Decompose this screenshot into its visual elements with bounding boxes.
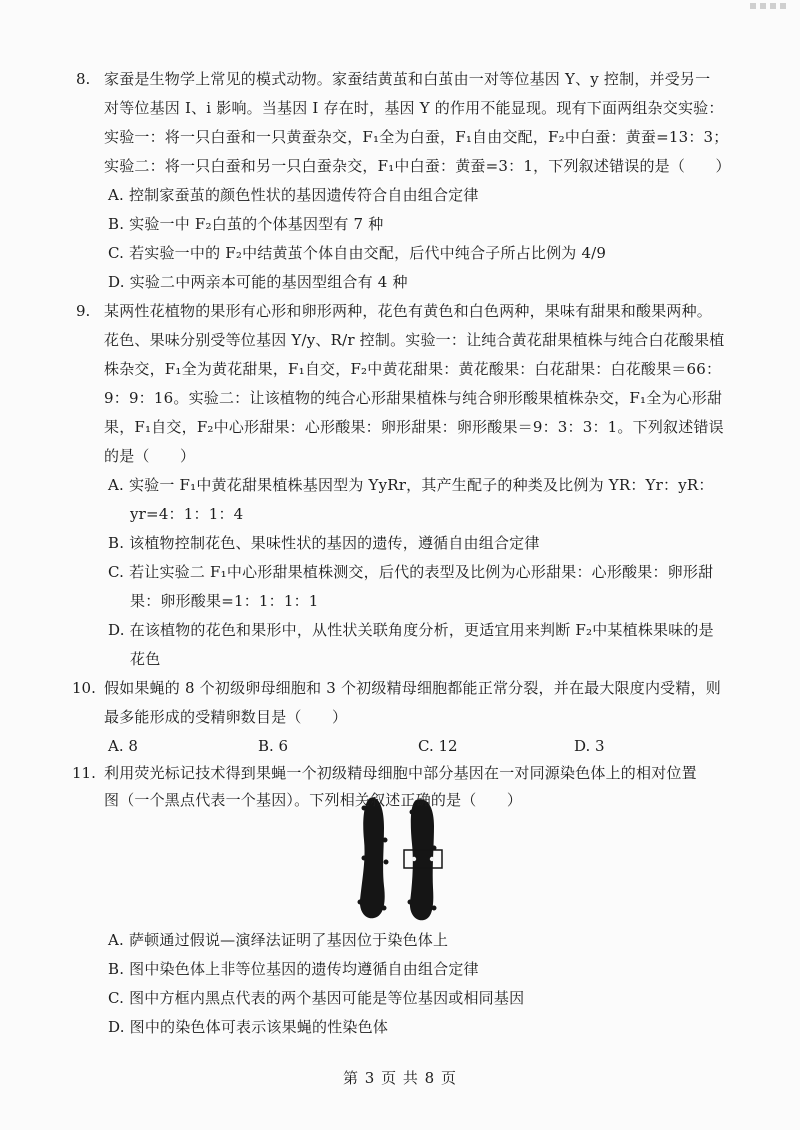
gene-dot <box>430 857 434 861</box>
question-text-line: 的是（ ） <box>104 447 196 465</box>
question-text-line: 家蚕是生物学上常见的模式动物。家蚕结黄茧和白茧由一对等位基因 Y、y 控制，并受另一 <box>104 70 711 88</box>
option-d-continued: 花色 <box>130 650 161 668</box>
gene-dot <box>410 810 415 815</box>
gene-dot <box>432 906 437 911</box>
question-text-line: 9：9：16。实验二：让该植物的纯合心形甜果植株与纯合卵形酸果植株杂交，F₁全为心形甜 <box>104 389 723 407</box>
option-a: A. 控制家蚕茧的颜色性状的基因遗传符合自由组合定律 <box>108 186 479 204</box>
option-b: B. 该植物控制花色、果味性状的基因的遗传，遵循自由组合定律 <box>108 534 540 552</box>
question-number: 11. <box>72 764 96 782</box>
gene-dot <box>382 906 387 911</box>
option-c: C. 若让实验二 F₁中心形甜果植株测交，后代的表型及比例为心形甜果：心形酸果：卵形甜 <box>108 563 714 581</box>
question-text-line: 某两性花植物的果形有心形和卵形两种，花色有黄色和白色两种，果味有甜果和酸果两种。 <box>104 302 713 320</box>
option-a: A. 萨顿通过假说—演绎法证明了基因位于染色体上 <box>108 931 449 949</box>
question-text-line: 株杂交，F₁全为黄花甜果，F₁自交，F₂中黄花甜果：黄花酸果：白花甜果：白花酸果＝66： <box>104 360 722 378</box>
question-text-line: 最多能形成的受精卵数目是（ ） <box>104 708 348 726</box>
question-number: 10. <box>72 679 96 697</box>
gene-dot <box>412 857 416 861</box>
question-text-line: 图（一个黑点代表一个基因）。下列相关叙述正确的是（ ） <box>104 791 523 809</box>
gene-dot <box>383 838 388 843</box>
corner-mark-icon <box>748 0 788 14</box>
question-number: 8. <box>76 70 91 88</box>
question-text-line: 实验一：将一只白蚕和一只黄蚕杂交，F₁全为白蚕，F₁自由交配，F₂中白蚕：黄蚕=13：3； <box>104 128 729 146</box>
option-a-continued: yr=4：1：1：4 <box>130 505 244 523</box>
gene-dot <box>362 856 367 861</box>
question-number: 9. <box>76 302 91 320</box>
option-a: A. 8 <box>108 737 138 755</box>
question-text-line: 实验二：将一只白蚕和另一只白蚕杂交，F₁中白蚕：黄蚕=3：1，下列叙述错误的是（ ） <box>104 157 731 175</box>
question-text-line: 果，F₁自交，F₂中心形甜果：心形酸果：卵形甜果：卵形酸果＝9：3：3：1。下列叙述错误 <box>104 418 724 436</box>
gene-dot <box>408 900 413 905</box>
option-b: B. 6 <box>258 737 289 755</box>
option-a: A. 实验一 F₁中黄花甜果植株基因型为 YyRr，其产生配子的种类及比例为 YR：Yr：yR： <box>108 476 714 494</box>
gene-dot <box>358 900 363 905</box>
question-text-line: 花色、果味分别受等位基因 Y/y、R/r 控制。实验一：让纯合黄花甜果植株与纯合白花酸果植 <box>104 331 725 349</box>
option-c: C. 12 <box>418 737 458 755</box>
page-footer: 第 3 页 共 8 页 <box>343 1069 457 1087</box>
option-c-continued: 果：卵形酸果=1：1：1：1 <box>130 592 319 610</box>
option-d: D. 在该植物的花色和果形中，从性状关联角度分析，更适宜用来判断 F₂中某植株果味的是 <box>108 621 714 639</box>
question-text-line: 假如果蝇的 8 个初级卵母细胞和 3 个初级精母细胞都能正常分裂，并在最大限度内受精，则 <box>104 679 721 697</box>
gene-dot <box>384 860 389 865</box>
chromosome-figure <box>340 790 460 925</box>
option-b: B. 图中染色体上非等位基因的遗传均遵循自由组合定律 <box>108 960 479 978</box>
option-c: C. 图中方框内黑点代表的两个基因可能是等位基因或相同基因 <box>108 989 525 1007</box>
option-c: C. 若实验一中的 F₂中结黄茧个体自由交配，后代中纯合子所占比例为 4/9 <box>108 244 607 262</box>
question-text-line: 对等位基因 I、i 影响。当基因 I 存在时，基因 Y 的作用不能显现。现有下面两组杂交实验： <box>104 99 724 117</box>
option-d: D. 3 <box>574 737 605 755</box>
option-b: B. 实验一中 F₂白茧的个体基因型有 7 种 <box>108 215 384 233</box>
question-text-line: 利用荧光标记技术得到果蝇一个初级精母细胞中部分基因在一对同源染色体上的相对位置 <box>104 764 697 782</box>
option-d: D. 图中的染色体可表示该果蝇的性染色体 <box>108 1018 389 1036</box>
option-d: D. 实验二中两亲本可能的基因型组合有 4 种 <box>108 273 408 291</box>
